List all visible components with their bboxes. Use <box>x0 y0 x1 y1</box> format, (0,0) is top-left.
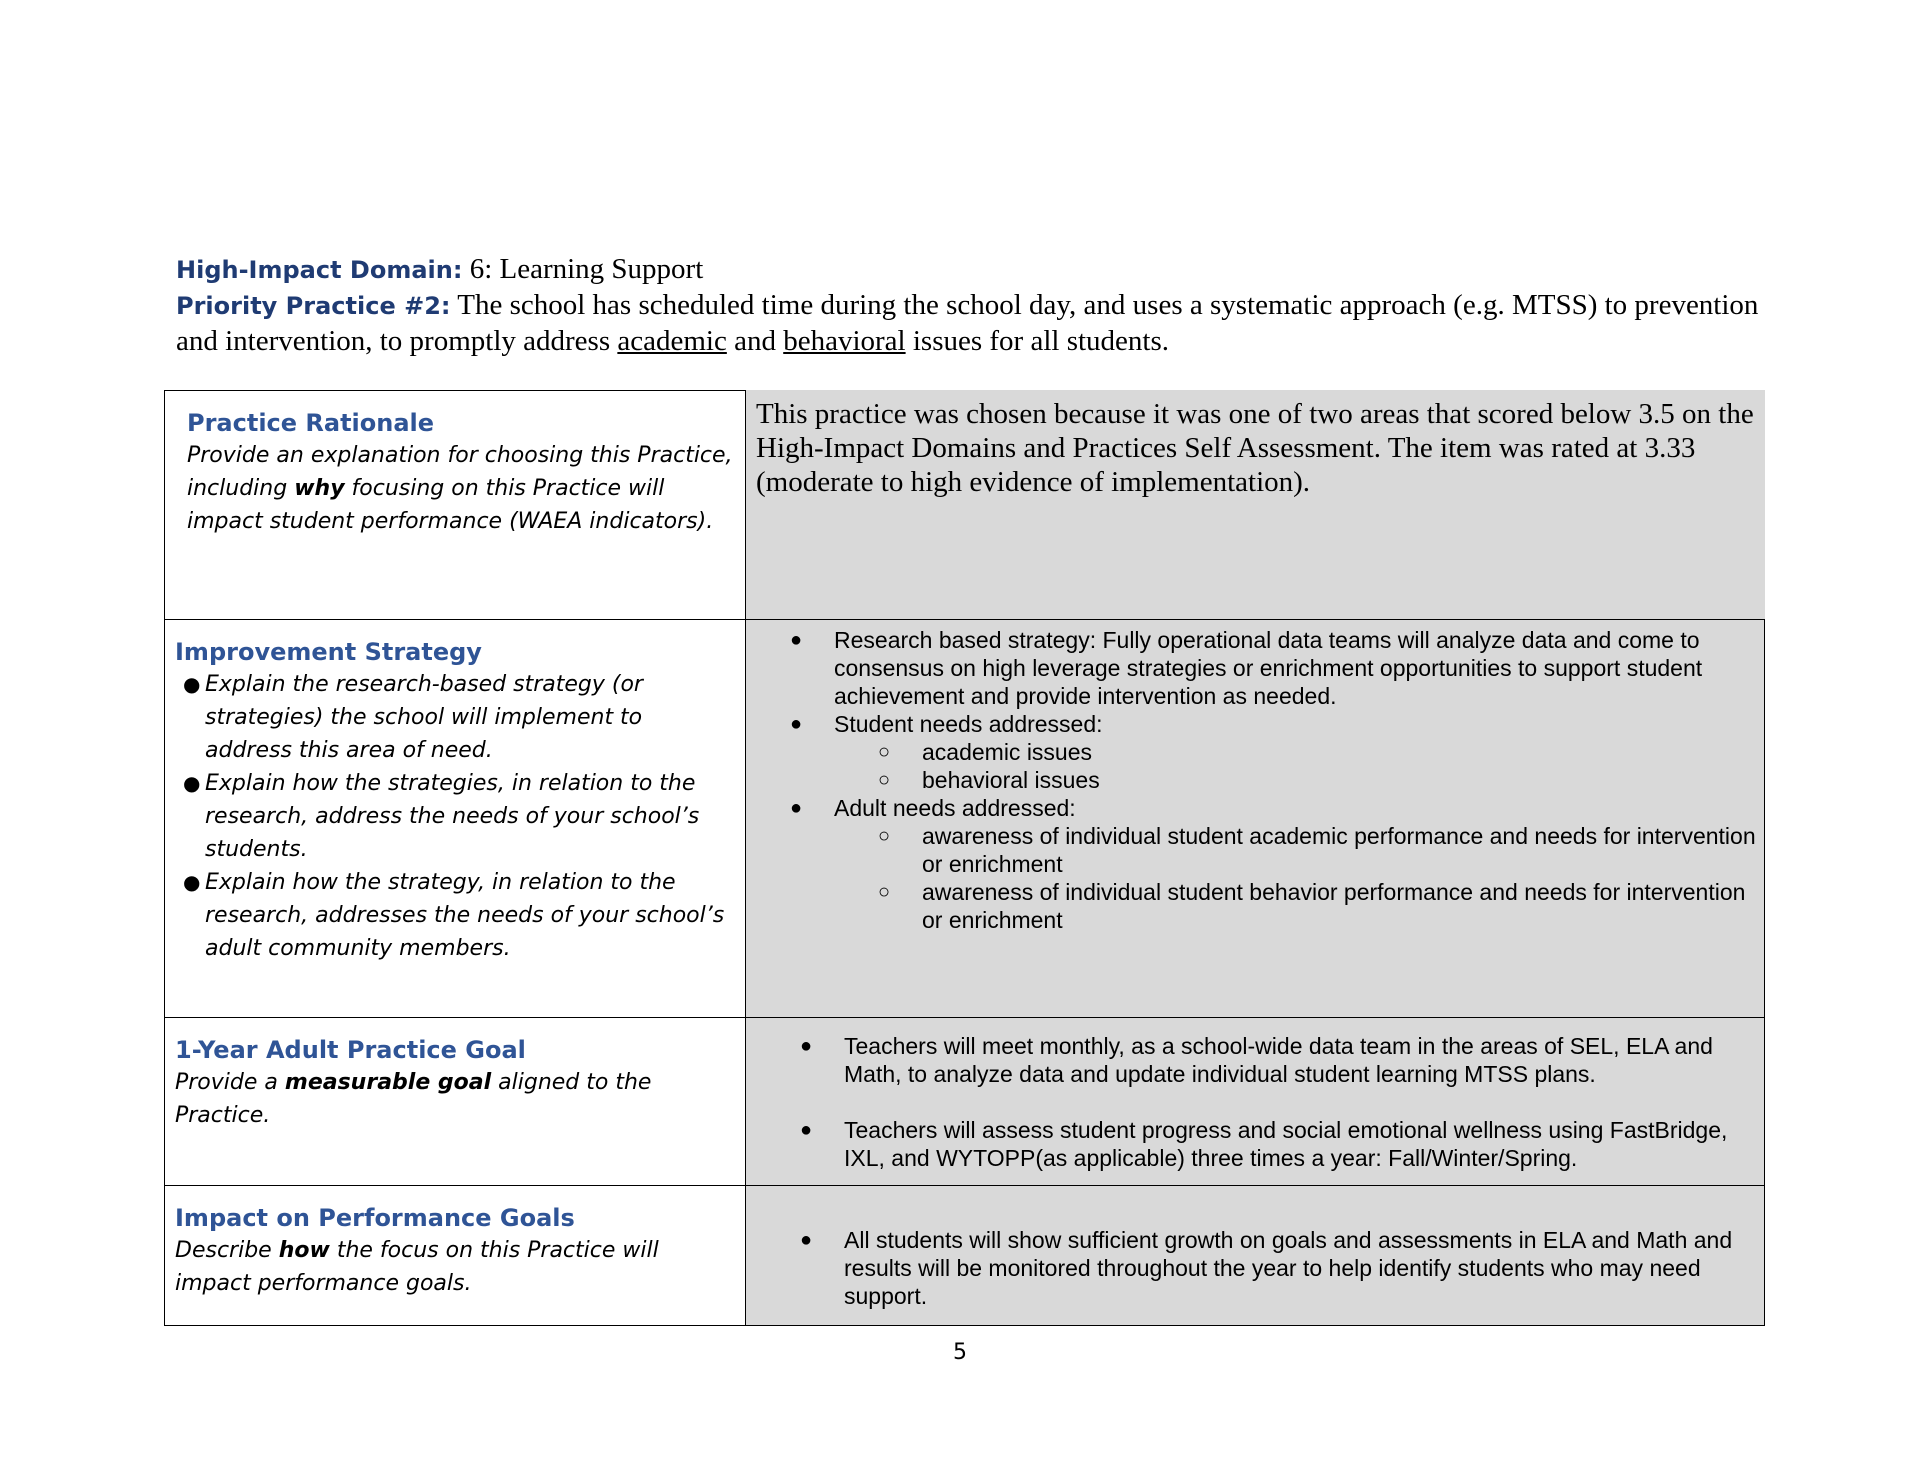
strategy-prompt: ● Explain how the strategy, in relation to the research, addresses the needs of your school’s adult community members. <box>175 866 735 965</box>
student-need: ○ academic issues <box>746 738 1764 766</box>
goal-desc <box>175 1066 735 1132</box>
impact-label-cell <box>165 1186 746 1326</box>
impact-list <box>746 1226 1764 1310</box>
student-need: ○ behavioral issues <box>746 766 1764 794</box>
practice-and: and <box>734 325 776 357</box>
adult-needs-label: Adult needs addressed: <box>834 795 1076 821</box>
rationale-desc-1: Provide an explanation for choosing this Practice, including <box>187 443 733 501</box>
strategy-title: Improvement Strategy <box>175 638 482 666</box>
strategy-row <box>165 620 1765 1018</box>
goal-desc-bold: measurable goal <box>284 1070 492 1095</box>
student-needs-list <box>834 738 1764 794</box>
strategy-research: ● Research based strategy: Fully operational data teams will analyze data and come to consensus on high leverage strategies or enrichment opportunities to support student achievement and provide intervention as needed. <box>746 626 1764 710</box>
domain-label: High-Impact Domain: <box>176 256 463 284</box>
impact-desc-1: Describe <box>175 1238 272 1263</box>
adult-needs-item <box>746 794 1764 934</box>
adult-need: ○ awareness of individual student academic performance and needs for intervention or enrichment <box>746 822 1764 878</box>
practice-behavioral: behavioral <box>783 325 906 357</box>
domain-line <box>176 252 1776 288</box>
rationale-row <box>165 391 1765 620</box>
practice-text-2: issues for all students. <box>912 325 1170 357</box>
document-header <box>176 252 1776 359</box>
rationale-title: Practice Rationale <box>187 409 435 437</box>
goal-item: ● Teachers will assess student progress and social emotional wellness using FastBridge, IXL, and WYTOPP(as applicable) three times a year: Fall/Winter/Spring. <box>756 1116 1764 1172</box>
impact-desc <box>175 1234 735 1300</box>
practice-text-1: The school has scheduled time during the school day, and uses a systematic approach (e.g. MTSS) to prevention and intervention, to promptly address <box>176 289 1759 357</box>
impact-item: ● All students will show sufficient growth on goals and assessments in ELA and Math and results will be monitored throughout the year to help identify students who may need support. <box>756 1226 1764 1310</box>
rationale-desc <box>187 439 735 538</box>
impact-desc-bold: how <box>278 1238 330 1263</box>
student-needs-item <box>746 710 1764 794</box>
goal-list <box>746 1032 1764 1172</box>
rationale-content-cell <box>746 391 1765 620</box>
strategy-prompt: ● Explain the research-based strategy (or strategies) the school will implement to address this area of need. <box>175 668 735 767</box>
rationale-content: This practice was chosen because it was one of two areas that scored below 3.5 on the High-Impact Domains and Practices Self Assessment. The item was rated at 3.33 (moderate to high evidence of implementation). <box>756 398 1754 498</box>
domain-value: 6: Learning Support <box>469 253 704 285</box>
rationale-desc-2: focusing on this Practice will impact student performance (WAEA indicators). <box>187 476 714 534</box>
goal-label-cell <box>165 1018 746 1186</box>
goal-title: 1-Year Adult Practice Goal <box>175 1036 526 1064</box>
strategy-list <box>746 626 1764 934</box>
goal-item: ● Teachers will meet monthly, as a school-wide data team in the areas of SEL, ELA and Math, to analyze data and update individual student learning MTSS plans. <box>756 1032 1764 1088</box>
goal-row <box>165 1018 1765 1186</box>
goal-desc-2: aligned to the Practice. <box>175 1070 652 1128</box>
adult-need: ○ awareness of individual student behavior performance and needs for intervention or enrichment <box>746 878 1764 934</box>
practice-academic: academic <box>617 325 727 357</box>
goal-desc-1: Provide a <box>175 1070 278 1095</box>
goal-content-cell <box>746 1018 1765 1186</box>
impact-desc-2: the focus on this Practice will impact performance goals. <box>175 1238 659 1296</box>
rationale-label-cell <box>165 391 746 620</box>
impact-title: Impact on Performance Goals <box>175 1204 575 1232</box>
practice-table <box>164 390 1765 1326</box>
strategy-label-cell <box>165 620 746 1018</box>
page-number: 5 <box>953 1340 967 1365</box>
student-needs-label: Student needs addressed: <box>834 711 1103 737</box>
practice-line <box>176 288 1776 359</box>
impact-row <box>165 1186 1765 1326</box>
adult-needs-list <box>834 822 1764 934</box>
rationale-desc-bold: why <box>294 476 345 501</box>
impact-content-cell <box>746 1186 1765 1326</box>
strategy-prompts <box>175 668 735 965</box>
strategy-content-cell <box>746 620 1765 1018</box>
practice-label: Priority Practice #2: <box>176 292 451 320</box>
strategy-prompt: ● Explain how the strategies, in relation to the research, address the needs of your school’s students. <box>175 767 735 866</box>
